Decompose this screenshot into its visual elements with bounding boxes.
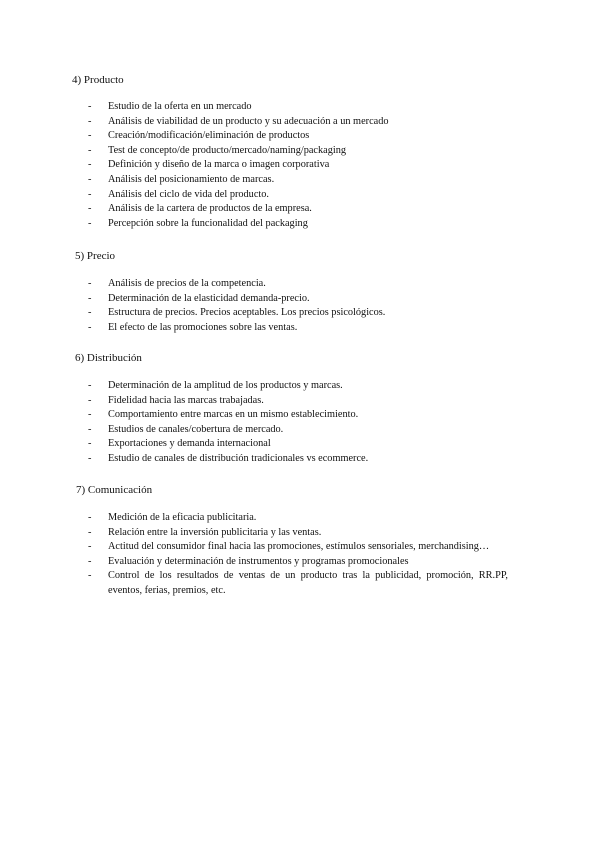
list-item-text: Control de los resultados de ventas de un producto tras la publicidad, promoción, RR.PP, eventos, ferias, premios, etc. <box>108 570 508 596</box>
list-item-text: Estudio de canales de distribución tradicionales vs ecommerce. <box>108 452 369 464</box>
list-item-text: Relación entre la inversión publicitaria y las ventas. <box>108 526 322 538</box>
bullet-dash: - <box>88 188 92 200</box>
list-item-text: Determinación de la amplitud de los productos y marcas. <box>108 380 343 391</box>
bullet-list-precio <box>88 277 508 335</box>
list-item <box>88 277 508 292</box>
bullet-dash: - <box>88 452 92 464</box>
list-item-text: Análisis de viabilidad de un producto y su adecuación a un mercado <box>108 115 389 127</box>
list-item <box>88 292 508 307</box>
list-item-text: Creación/modificación/eliminación de productos <box>108 130 310 142</box>
bullet-dash: - <box>88 423 92 435</box>
bullet-dash: - <box>88 380 92 391</box>
list-item-text: Análisis del ciclo de vida del producto. <box>108 188 269 200</box>
section-heading-precio: 5) Precio <box>75 250 116 262</box>
list-item <box>88 202 508 217</box>
list-item <box>88 540 508 555</box>
list-item <box>88 408 508 423</box>
bullet-list-comunicacion <box>88 511 508 599</box>
list-item <box>88 173 508 188</box>
bullet-dash: - <box>88 394 92 406</box>
list-item <box>88 437 508 452</box>
list-item <box>88 394 508 409</box>
bullet-dash: - <box>88 217 92 229</box>
bullet-dash: - <box>88 555 92 567</box>
bullet-dash: - <box>88 526 92 538</box>
list-item-text: Test de concepto/de producto/mercado/naming/packaging <box>108 144 347 156</box>
list-item-text: Estructura de precios. Precios aceptables. Los precios psicológicos. <box>108 307 386 319</box>
bullet-dash: - <box>88 115 92 127</box>
bullet-list-producto <box>88 100 508 231</box>
list-item <box>88 115 508 130</box>
list-item-text: Fidelidad hacia las marcas trabajadas. <box>108 394 264 406</box>
list-item-text: Estudio de la oferta en un mercado <box>108 101 252 112</box>
bullet-dash: - <box>88 321 92 333</box>
list-item <box>88 100 508 115</box>
bullet-dash: - <box>88 159 92 171</box>
list-item <box>88 129 508 144</box>
list-item-text: Definición y diseño de la marca o imagen corporativa <box>108 159 330 171</box>
list-item <box>88 526 508 541</box>
section-heading-producto: 4) Producto <box>72 74 124 86</box>
bullet-dash: - <box>88 512 92 523</box>
list-item-text: Determinación de la elasticidad demanda-precio. <box>108 292 310 304</box>
list-item-text: Análisis del posicionamiento de marcas. <box>108 173 275 185</box>
list-item-text: Actitud del consumidor final hacia las promociones, estímulos sensoriales, merchandising… <box>108 541 490 553</box>
bullet-dash: - <box>88 292 92 304</box>
bullet-dash: - <box>88 173 92 185</box>
list-item <box>88 217 508 232</box>
list-item <box>88 144 508 159</box>
bullet-dash: - <box>88 570 92 582</box>
bullet-dash: - <box>88 144 92 156</box>
section-heading-distribucion: 6) Distribución <box>75 352 142 364</box>
bullet-list-distribucion <box>88 379 508 467</box>
list-item <box>88 379 508 394</box>
list-item-text: El efecto de las promociones sobre las ventas. <box>108 321 298 333</box>
bullet-dash: - <box>88 438 92 450</box>
bullet-dash: - <box>88 101 92 112</box>
list-item <box>88 569 508 598</box>
list-item-text: Medición de la eficacia publicitaria. <box>108 512 257 523</box>
list-item <box>88 306 508 321</box>
list-item-text: Análisis de precios de la competencia. <box>108 278 266 289</box>
list-item <box>88 555 508 570</box>
list-item <box>88 188 508 203</box>
bullet-dash: - <box>88 278 92 289</box>
list-item <box>88 511 508 526</box>
list-item-text: Análisis de la cartera de productos de la empresa. <box>108 203 312 215</box>
list-item-text: Evaluación y determinación de instrumentos y programas promocionales <box>108 555 409 567</box>
bullet-dash: - <box>88 203 92 215</box>
list-item-text: Exportaciones y demanda internacional <box>108 438 271 450</box>
bullet-dash: - <box>88 541 92 553</box>
list-item <box>88 423 508 438</box>
list-item <box>88 452 508 467</box>
list-item <box>88 158 508 173</box>
section-heading-comunicacion: 7) Comunicación <box>76 484 153 496</box>
bullet-dash: - <box>88 130 92 142</box>
list-item-text: Comportamiento entre marcas en un mismo establecimiento. <box>108 409 359 421</box>
list-item-text: Percepción sobre la funcionalidad del packaging <box>108 217 308 229</box>
list-item <box>88 321 508 336</box>
bullet-dash: - <box>88 307 92 319</box>
list-item-text: Estudios de canales/cobertura de mercado. <box>108 423 284 435</box>
bullet-dash: - <box>88 409 92 421</box>
